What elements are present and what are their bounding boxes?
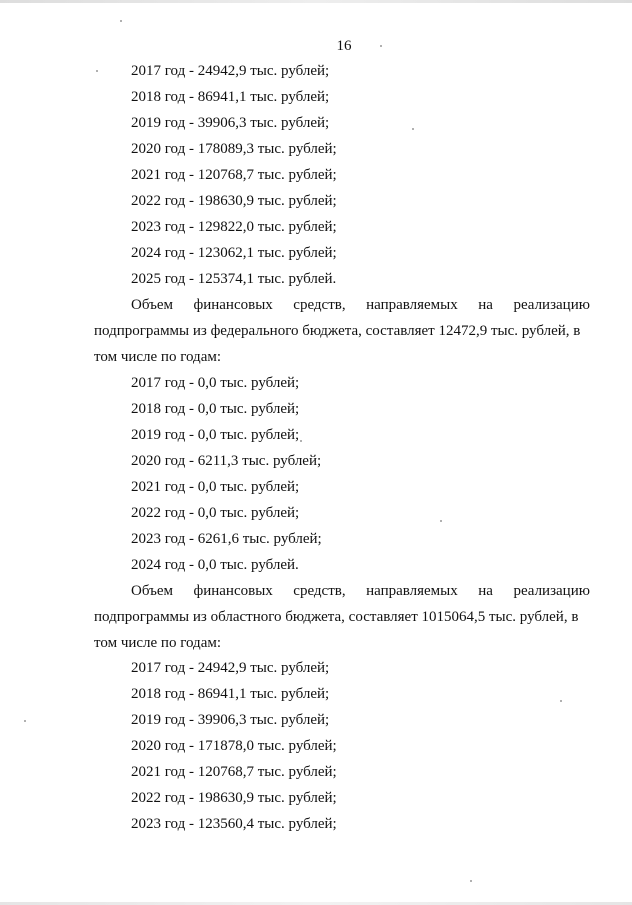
paragraph-regional-budget bbox=[94, 578, 590, 656]
word: на bbox=[478, 297, 493, 313]
list-item: 2020 год - 6211,3 тыс. рублей; bbox=[131, 453, 322, 469]
list-item: 2022 год - 198630,9 тыс. рублей; bbox=[131, 193, 337, 209]
list-item: 2023 год - 6261,6 тыс. рублей; bbox=[131, 531, 322, 547]
list-item: 2021 год - 120768,7 тыс. рублей; bbox=[131, 167, 337, 183]
scan-speck bbox=[380, 45, 382, 47]
list-item: 2019 год - 39906,3 тыс. рублей; bbox=[131, 712, 330, 728]
word: реализацию bbox=[513, 297, 590, 313]
scan-speck bbox=[412, 128, 414, 130]
paragraph-line: подпрограммы из областного бюджета, составляет 1015064,5 тыс. рублей, в bbox=[94, 609, 579, 625]
list-item: 2022 год - 0,0 тыс. рублей; bbox=[131, 505, 300, 521]
scan-speck bbox=[24, 720, 26, 722]
list-item: 2020 год - 171878,0 тыс. рублей; bbox=[131, 738, 337, 754]
scan-speck bbox=[120, 20, 122, 22]
paragraph-line: том числе по годам: bbox=[94, 635, 222, 651]
list-item: 2017 год - 24942,9 тыс. рублей; bbox=[131, 660, 330, 676]
list-item: 2020 год - 178089,3 тыс. рублей; bbox=[131, 141, 337, 157]
word: средств, bbox=[293, 297, 346, 313]
word: реализацию bbox=[513, 583, 590, 599]
list-item: 2018 год - 86941,1 тыс. рублей; bbox=[131, 89, 330, 105]
list-item: 2021 год - 120768,7 тыс. рублей; bbox=[131, 764, 337, 780]
word: Объем bbox=[131, 583, 173, 599]
word: на bbox=[478, 583, 493, 599]
scan-speck bbox=[470, 880, 472, 882]
paragraph-first-line bbox=[94, 578, 590, 604]
word: средств, bbox=[293, 583, 346, 599]
scan-speck bbox=[560, 700, 562, 702]
scan-speck bbox=[96, 70, 98, 72]
list-item: 2017 год - 0,0 тыс. рублей; bbox=[131, 375, 300, 391]
word: финансовых bbox=[193, 297, 273, 313]
paragraph-first-line bbox=[94, 292, 590, 318]
list-item: 2023 год - 123560,4 тыс. рублей; bbox=[131, 816, 337, 832]
list-item: 2024 год - 0,0 тыс. рублей. bbox=[131, 557, 299, 573]
word: Объем bbox=[131, 297, 173, 313]
scan-top-edge bbox=[0, 0, 632, 3]
word: финансовых bbox=[193, 583, 273, 599]
list-item: 2017 год - 24942,9 тыс. рублей; bbox=[131, 63, 330, 79]
scan-speck bbox=[300, 440, 302, 442]
word: направляемых bbox=[366, 297, 458, 313]
paragraph-line: подпрограммы из федерального бюджета, составляет 12472,9 тыс. рублей, в bbox=[94, 323, 581, 339]
list-item: 2022 год - 198630,9 тыс. рублей; bbox=[131, 790, 337, 806]
list-item: 2021 год - 0,0 тыс. рублей; bbox=[131, 479, 300, 495]
paragraph-federal-budget bbox=[94, 292, 590, 370]
list-item: 2018 год - 0,0 тыс. рублей; bbox=[131, 401, 300, 417]
list-item: 2019 год - 39906,3 тыс. рублей; bbox=[131, 115, 330, 131]
paragraph-line: том числе по годам: bbox=[94, 349, 222, 365]
list-item: 2018 год - 86941,1 тыс. рублей; bbox=[131, 686, 330, 702]
list-item: 2024 год - 123062,1 тыс. рублей; bbox=[131, 245, 337, 261]
list-item: 2025 год - 125374,1 тыс. рублей. bbox=[131, 271, 337, 287]
word: направляемых bbox=[366, 583, 458, 599]
list-item: 2023 год - 129822,0 тыс. рублей; bbox=[131, 219, 337, 235]
page-number: 16 bbox=[336, 38, 352, 54]
list-item: 2019 год - 0,0 тыс. рублей; bbox=[131, 427, 300, 443]
scan-speck bbox=[440, 520, 442, 522]
